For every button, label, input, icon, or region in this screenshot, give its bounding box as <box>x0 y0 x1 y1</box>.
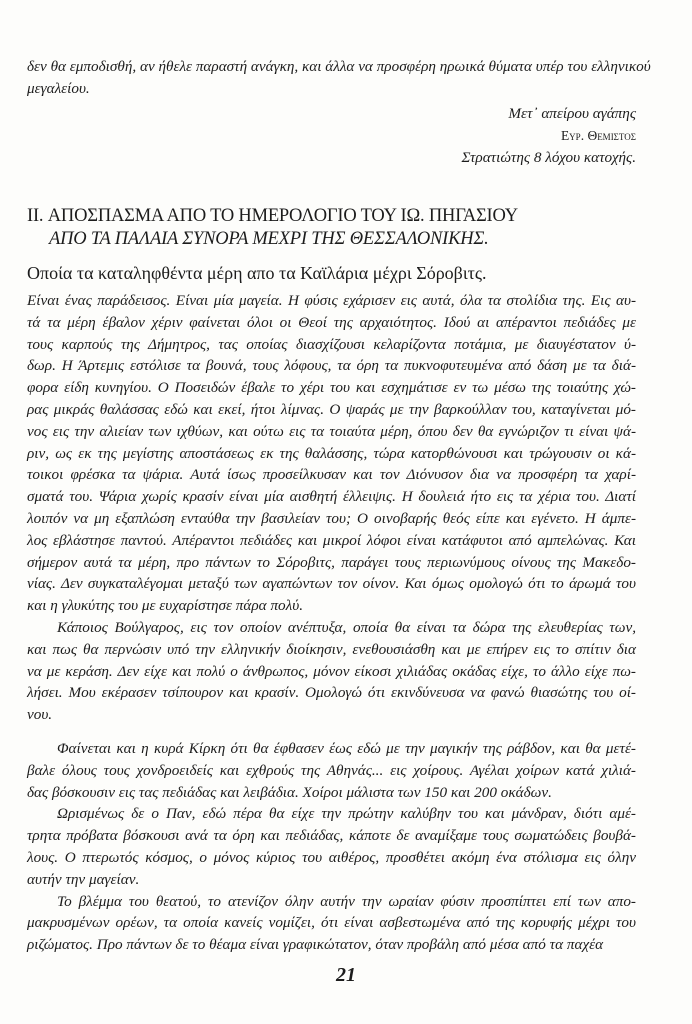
text-line: Φαίνεται και η κυρά Κίρκη ότι θα έφθασεν έως εδώ με την μαγικήν της ράβδον, και θα μετέ- <box>57 739 636 757</box>
text-line: μακρυσμένων ορέων, τα οποία κανείς νομίζει, ότι είναι ασβεστωμένα από της κορυφής μέχρι του <box>27 914 636 932</box>
signature-closing: Μετ᾽ απείρου αγάπης <box>508 105 636 122</box>
text-line: λοιπόν να μη εξαπλώση ενταύθα την βασιλείαν του; Ο οινοβαρής θεός είπε και εγένετο. Η άμπε- <box>27 509 636 527</box>
text-line: και η γλυκύτης του με ευχαρίστησε πάρα πολύ. <box>27 597 303 615</box>
text-line: Το βλέμμα του θεατού, το ατενίζον όλην αυτήν την ωραίαν φύσιν προσπίπτει επί των απο- <box>57 892 636 910</box>
text-line: δεν θα εμποδισθή, αν ήθελε παραστή ανάγκη, και άλλα να προσφέρη ηρωικά θύματα υπέρ του ελληνικού <box>27 58 651 75</box>
text-line: τρητα πρόβατα βόσκουσι ανά τα όρη και πεδιάδας, κάποτε δε αναμίξαμε τους σωματώδεις βουβά- <box>27 827 636 845</box>
text-line: λος εβλάστησε παντού. Απέραντοι πεδιάδες και μικροί λόφοι είναι κατάφυτοι από αμπελώνας. Και <box>27 531 636 549</box>
text-line: λήσει. Μου εκέρασεν τσίπουρον και κρασίν. Ομολογώ ότι εκινδύνευσα να φανώ θιασώτης του οί- <box>27 684 636 702</box>
text-line: Είναι ένας παράδεισος. Είναι μία μαγεία. Η φύσις εχάρισεν εις αυτά, όλα τα στολίδια της. Εις αυ- <box>27 292 636 309</box>
paragraph <box>27 891 636 956</box>
text-line: ριν, ως εκ της μεγίστης αποστάσεως εκ της θαλάσσης, τώρα κατορθώνουσι και τρώγουσιν οι κά- <box>27 444 636 462</box>
text-line: Ωρισμένως δε ο Παν, εδώ πέρα θα είχε την πρώτην καλύβην του και μάνδραν, διότι αμέ- <box>57 805 636 823</box>
signature-rank: Στρατιώτης 8 λόχου κατοχής. <box>461 149 636 166</box>
text-line: μεγαλείου. <box>27 79 90 97</box>
text-line: σήμερον αυτά τα μέρη, προ πάντων το Σόροβιτς, παράγει τους περιωνύμους οίνους της Μακεδο- <box>27 553 636 571</box>
signature-block <box>461 103 636 169</box>
text-line: τά τα μέρη έβαλον χέριν φαίνεται όλοι οι Θεοί της αρχαιότητος. Ιδού αι απέραντοι πεδιάδες με <box>27 313 636 331</box>
paragraph <box>27 803 636 890</box>
text-line: δας βόσκουσιν εις τας πεδιάδας και λειβάδια. Χοίροι μάλιστα των 150 και 200 οκάδων. <box>27 783 552 801</box>
heading-line-1: II. ΑΠΟΣΠΑΣΜΑ ΑΠΟ ΤΟ ΗΜΕΡΟΛΟΓΙΟ ΤΟΥ ΙΩ. ΠΗΓΑΣΙΟΥ <box>27 206 518 226</box>
page-number: 21 <box>336 964 356 986</box>
text-line: λους. Ο πτερωτός κόσμος, ο μόνος κύριος του αιθέρος, προσθέτει ακόμη ένα στόλισμα εις όλην <box>27 848 636 866</box>
paragraph <box>27 290 636 617</box>
text-line: να με κεράση. Δεν είχε και πολύ ο άνθρωπος, μόνον είκοσι χιλιάδας οκάδας είχε, το άλλο είχε πω- <box>27 662 636 680</box>
text-line: νος εις την αλιείαν των ιχθύων, και ούτω εις τα τοιαύτα μέρη, όπου δεν θα εγνώριζον τι είναι ψά- <box>27 422 636 440</box>
text-line: ρας μικράς θαλάσσας εδώ και εκεί, ήτοι λίμνας. Ο ψαράς με την βαρκούλλαν του, καταγίνεται μό- <box>27 400 636 418</box>
text-line: δωρ. Η Άρτεμις εστόλισε τα βουνά, τους λόφους, τα όρη τα πυκνοφυτευμένα από δάση με τα διά- <box>27 357 636 375</box>
intro-text <box>27 56 651 100</box>
heading-line-2: ΑΠΟ ΤΑ ΠΑΛΑΙΑ ΣΥΝΟΡΑ ΜΕΧΡΙ ΤΗΣ ΘΕΣΣΑΛΟΝΙΚΗΣ. <box>49 229 489 249</box>
text-line: ριζώματος. Προ πάντων δε το θέαμα είναι γραφικώτατον, όταν προβάλη από μέσα από τα παχέα <box>27 936 604 954</box>
text-line: τοικοι φρέσκα τα ψάρια. Αυτά ίσως προσείλκυσαν και τον Διόνυσον δια να προσφέρη τα χαρί- <box>27 466 636 484</box>
subheading: Οποία τα καταληφθέντα μέρη απο τα Καϊλάρια μέχρι Σόροβιτς. <box>27 263 487 283</box>
text-line: νίας. Δεν συγκαταλέγομαι μεταξύ των αγαπώντων τον οίνον. Και όμως ομολογώ ότι το άρωμά του <box>27 575 636 593</box>
signature-name: Ευρ. Θεμιστος <box>560 128 636 143</box>
paragraph <box>27 617 636 726</box>
body-text <box>27 290 636 956</box>
text-line: και πως θα περνώσιν υπό την ελληνικήν διοίκησιν, ενεθουσιάσθη και με επήρεν εις το σπίτιν δια <box>27 640 636 658</box>
text-line: φορα είδη κυνηγίου. Ο Ποσειδών έβαλε το χέρι του και εσχημάτισε εν τω μέσω της τοιαύτης χώ- <box>27 379 636 397</box>
text-line: σματά του. Ψάρια χωρίς κρασίν είναι μία αισθητή έλλειψις. Η δουλειά ήτο εις τα χέρια του. Διατί <box>27 488 636 506</box>
text-line: βαλε όλους τους χονδροειδείς και εχθρούς της Αθηνάς... εις χοίρους. Αγέλαι χοίρων κατά χιλιά- <box>27 761 636 779</box>
section-heading <box>27 205 636 251</box>
paragraph <box>27 738 636 803</box>
text-line: τους καρπούς της Δήμητρος, τας οποίας διασχίζουσι κελαρίζοντα ποτάμια, με διαυγέστατον ύ- <box>27 335 636 353</box>
text-line: αυτήν την μαγείαν. <box>27 870 140 888</box>
text-line: νου. <box>27 706 53 724</box>
text-line: Κάποιος Βούλγαρος, εις τον οποίον ανέπτυξα, οποία θα είναι τα δώρα της ελευθερίας των, <box>57 618 636 636</box>
